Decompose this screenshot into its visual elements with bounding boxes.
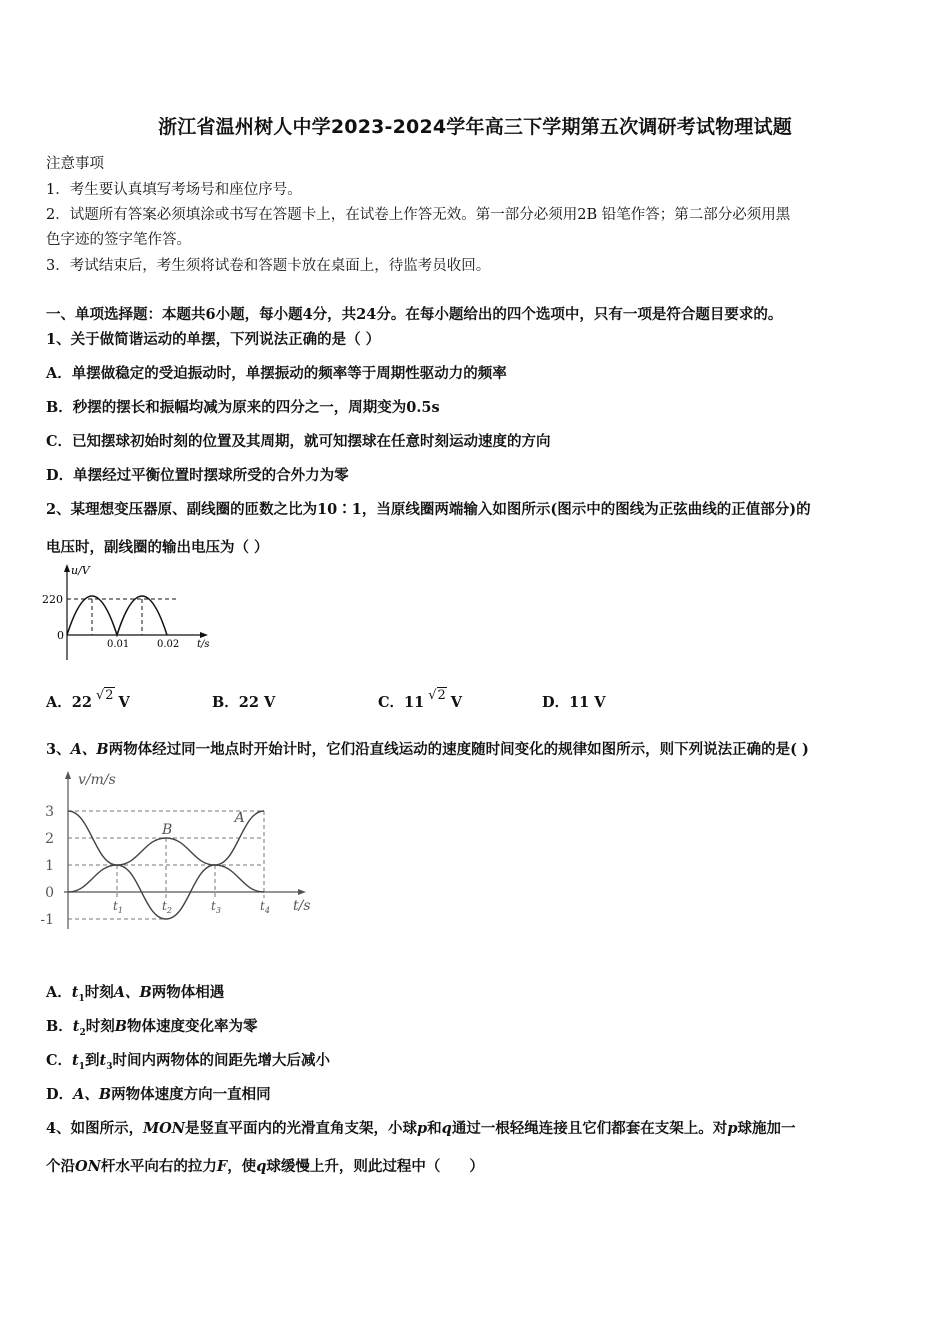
question-1-option-c: C．已知摆球初始时刻的位置及其周期，就可知摆球在任意时刻运动速度的方向 bbox=[46, 433, 551, 450]
option-letter: B． bbox=[46, 1018, 73, 1035]
y-tick-label: 1 bbox=[45, 858, 54, 874]
x-tick-label: $t_2$ bbox=[162, 899, 172, 915]
time-symbol: t bbox=[71, 984, 79, 1001]
time-symbol: t bbox=[72, 1018, 80, 1035]
question-2-stem: 电压时，副线圈的输出电压为（ ） bbox=[46, 539, 269, 556]
voltage-graph bbox=[34, 560, 224, 665]
time-subscript: 2 bbox=[79, 1027, 86, 1038]
question-3-option-b bbox=[46, 1015, 258, 1038]
x-axis-label: t/s bbox=[293, 898, 311, 914]
sqrt-symbol: √2 bbox=[428, 688, 446, 703]
symbol-q: q bbox=[441, 1120, 452, 1137]
time-subscript: 1 bbox=[78, 1061, 86, 1072]
page-title: 浙江省温州树人中学2023-2024学年高三下学期第五次调研考试物理试题 bbox=[158, 116, 792, 138]
option-unit: V bbox=[118, 694, 130, 711]
option-label: C．11 bbox=[378, 694, 425, 711]
option-unit: V bbox=[450, 694, 463, 711]
x-tick-label: 0.01 bbox=[107, 639, 130, 650]
question-text: 杆水平向右的拉力 bbox=[100, 1158, 217, 1175]
question-3-option-a bbox=[46, 981, 224, 1004]
question-3-stem bbox=[46, 738, 809, 759]
option-letter: A． bbox=[46, 984, 72, 1001]
notice-heading: 注意事项 bbox=[46, 156, 104, 172]
question-1-option-a: A．单摆做稳定的受迫振动时，单摆振动的频率等于周期性驱动力的频率 bbox=[46, 365, 507, 382]
velocity-time-chart bbox=[40, 768, 330, 938]
question-3-option-c bbox=[46, 1049, 330, 1072]
option-label: A．22 bbox=[46, 694, 92, 711]
notice-item: 2．试题所有答案必须填涂或书写在答题卡上，在试卷上作答无效。第一部分必须用2B 铅笔作答；第二部分必须用黑 bbox=[46, 207, 791, 223]
time-subscript: 3 bbox=[106, 1061, 113, 1072]
option-letter: C． bbox=[46, 1052, 73, 1069]
y-tick-label: 0 bbox=[45, 885, 54, 901]
x-tick-label: $t_1$ bbox=[113, 899, 123, 915]
question-4-stem bbox=[46, 1155, 484, 1176]
series-label-b: B bbox=[162, 822, 173, 838]
question-2-option-b: B．22 V bbox=[212, 694, 276, 711]
option-text: 时刻 bbox=[85, 1018, 115, 1035]
x-tick-label: 0.02 bbox=[157, 639, 180, 650]
option-text: 两物体相遇 bbox=[151, 984, 225, 1001]
objects-ab: A、B bbox=[113, 984, 152, 1001]
option-text: 时间内两物体的间距先增大后减小 bbox=[112, 1052, 330, 1069]
sqrt-radicand: 2 bbox=[437, 688, 446, 703]
question-1-option-d: D．单摆经过平衡位置时摆球所受的合外力为零 bbox=[46, 467, 349, 484]
symbol-f: F bbox=[216, 1158, 228, 1175]
section-heading: 一、单项选择题：本题共6小题，每小题4分，共24分。在每小题给出的四个选项中，只有一项是符合题目要求的。 bbox=[46, 306, 783, 323]
object-b: B bbox=[114, 1018, 127, 1035]
objects-ab: A、B bbox=[73, 1086, 112, 1103]
time-symbol: t bbox=[99, 1052, 107, 1069]
question-2-option-a bbox=[46, 688, 130, 712]
symbol-on: ON bbox=[75, 1158, 101, 1175]
question-text: 个沿 bbox=[46, 1158, 75, 1175]
question-text: 通过一根轻绳连接且它们都套在支架上。对 bbox=[451, 1120, 728, 1137]
symbol-p: p bbox=[417, 1120, 428, 1137]
sqrt-radicand: 2 bbox=[105, 688, 114, 703]
y-tick-label: -1 bbox=[40, 912, 54, 928]
y-tick-label: 2 bbox=[45, 831, 54, 847]
y-axis-label: v/m/s bbox=[78, 772, 116, 788]
x-axis-arrow bbox=[298, 889, 306, 895]
option-text: 时刻 bbox=[84, 984, 114, 1001]
y-axis-label: u/V bbox=[71, 564, 90, 577]
question-text: ，使 bbox=[227, 1158, 257, 1175]
option-text: 两物体速度方向一直相同 bbox=[111, 1086, 271, 1103]
question-number: 3、 bbox=[46, 741, 71, 758]
question-text: 和 bbox=[427, 1120, 442, 1137]
question-text: 球施加一 bbox=[737, 1120, 796, 1137]
sqrt-symbol: √2 bbox=[95, 688, 114, 703]
origin-label: 0 bbox=[57, 629, 64, 642]
question-2-stem: 2、某理想变压器原、副线圈的匝数之比为10∶1，当原线圈两端输入如图所示(图示中的图线为正弦曲线的正值部分)的 bbox=[46, 501, 811, 518]
question-text: 是竖直平面内的光滑直角支架，小球 bbox=[185, 1120, 418, 1137]
objects-ab: A、B bbox=[70, 741, 109, 758]
question-1-stem: 1、关于做简谐运动的单摆，下列说法正确的是（ ） bbox=[46, 331, 381, 348]
option-text: 到 bbox=[85, 1052, 100, 1069]
question-text: 4、如图所示， bbox=[46, 1120, 144, 1137]
question-2-option-d: D．11 V bbox=[542, 694, 606, 711]
x-axis-label: t/s bbox=[197, 639, 210, 650]
option-text: 物体速度变化率为零 bbox=[127, 1018, 258, 1035]
time-symbol: t bbox=[72, 1052, 79, 1069]
question-text: 两物体经过同一地点时开始计时，它们沿直线运动的速度随时间变化的规律如图所示，则下列说法正确的是( ) bbox=[108, 741, 809, 758]
question-1-option-b: B．秒摆的摆长和振幅均减为原来的四分之一，周期变为0.5s bbox=[46, 399, 440, 416]
x-tick-label: $t_3$ bbox=[211, 899, 221, 915]
question-2-option-c bbox=[378, 688, 463, 712]
question-3-option-d bbox=[46, 1083, 271, 1104]
notice-item: 3．考试结束后，考生须将试卷和答题卡放在桌面上，待监考员收回。 bbox=[46, 258, 491, 274]
symbol-p: p bbox=[727, 1120, 738, 1137]
x-tick-label: $t_4$ bbox=[260, 899, 270, 915]
series-label-a: A bbox=[234, 809, 245, 826]
symbol-mon: MON bbox=[143, 1120, 186, 1137]
notice-item: 色字迹的签字笔作答。 bbox=[46, 232, 191, 248]
question-4-stem bbox=[46, 1117, 795, 1138]
y-axis-arrow bbox=[65, 771, 71, 779]
symbol-q: q bbox=[256, 1158, 267, 1175]
question-text: 球缓慢上升，则此过程中（ ） bbox=[266, 1158, 484, 1175]
option-letter: D． bbox=[46, 1086, 74, 1103]
y-tick-label: 3 bbox=[45, 804, 54, 820]
y-tick-label: 220 bbox=[42, 593, 63, 606]
time-subscript: 1 bbox=[78, 993, 85, 1004]
notice-item: 1．考生要认真填写考场号和座位序号。 bbox=[46, 182, 302, 198]
